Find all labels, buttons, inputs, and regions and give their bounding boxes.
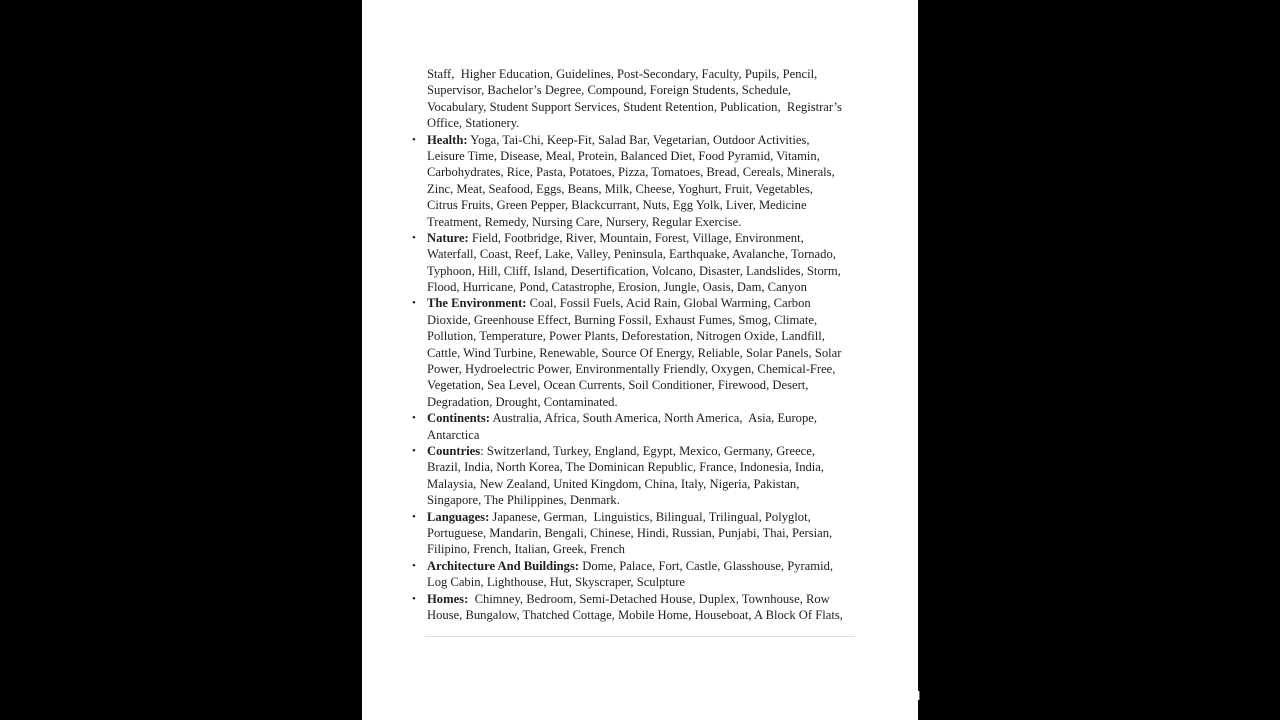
category-words: Filipino, French, Italian, Greek, French: [427, 542, 625, 557]
bullet-icon: •: [412, 412, 416, 425]
list-item: [412, 509, 867, 558]
category-words: Flood, Hurricane, Pond, Catastrophe, Erosion, Jungle, Oasis, Dam, Canyon: [427, 280, 807, 295]
text-line: [427, 427, 867, 443]
text-line: [427, 263, 867, 279]
category-words: Vocabulary, Student Support Services, Student Retention, Publication, Registrar’s: [427, 99, 842, 114]
category-words: Treatment, Remedy, Nursing Care, Nursery, Regular Exercise.: [427, 214, 742, 229]
text-line: [412, 509, 867, 525]
vocabulary-list: [412, 66, 867, 623]
document-page: [362, 0, 921, 720]
category-words: Chimney, Bedroom, Semi-Detached House, Duplex, Townhouse, Row: [468, 591, 830, 606]
list-item: [412, 443, 867, 509]
text-line: [427, 279, 867, 295]
text-line: [427, 492, 867, 508]
list-item: [412, 410, 867, 443]
text-line: [427, 607, 867, 623]
text-line: [412, 558, 867, 574]
text-line: [427, 246, 867, 262]
category-words: Yoga, Tai-Chi, Keep-Fit, Salad Bar, Vegetarian, Outdoor Activities,: [467, 132, 810, 147]
bullet-icon: •: [412, 133, 416, 146]
text-line: [427, 181, 867, 197]
category-words: Supervisor, Bachelor’s Degree, Compound, Foreign Students, Schedule,: [427, 83, 792, 98]
text-line: [412, 591, 867, 607]
category-words: Cattle, Wind Turbine, Renewable, Source Of Energy, Reliable, Solar Panels, Solar: [427, 345, 842, 360]
category-words: Japanese, German, Linguistics, Bilingual, Trilingual, Polyglot,: [489, 509, 811, 524]
category-label: Nature:: [427, 230, 469, 245]
category-words: Office, Stationery.: [427, 116, 520, 131]
bullet-icon: •: [412, 559, 416, 572]
text-line: [427, 525, 867, 541]
text-line: [427, 82, 867, 98]
category-words: : Switzerland, Turkey, England, Egypt, Mexico, Germany, Greece,: [480, 443, 816, 458]
bullet-icon: •: [412, 297, 416, 310]
text-line: [427, 394, 867, 410]
category-words: Carbohydrates, Rice, Pasta, Potatoes, Pizza, Tomatoes, Bread, Cereals, Minerals,: [427, 165, 835, 180]
divider: [425, 636, 855, 637]
category-words: Zinc, Meat, Seafood, Eggs, Beans, Milk, Cheese, Yoghurt, Fruit, Vegetables,: [427, 181, 813, 196]
category-words: Dome, Palace, Fort, Castle, Glasshouse, Pyramid,: [579, 558, 834, 573]
category-words: Antarctica: [427, 427, 480, 442]
list-item: [412, 591, 867, 624]
category-label: Languages:: [427, 509, 490, 524]
text-line: [427, 541, 867, 557]
category-words: Degradation, Drought, Contaminated.: [427, 394, 618, 409]
list-item: [427, 66, 867, 132]
category-words: Power, Hydroelectric Power, Environmentally Friendly, Oxygen, Chemical-Free,: [427, 362, 836, 377]
text-line: [427, 328, 867, 344]
category-words: Singapore, The Philippines, Denmark.: [427, 493, 620, 508]
text-line: [427, 99, 867, 115]
category-words: Malaysia, New Zealand, United Kingdom, China, Italy, Nigeria, Pakistan,: [427, 476, 800, 491]
text-line: [427, 214, 867, 230]
text-line: [427, 345, 867, 361]
text-line: [427, 164, 867, 180]
text-line: [427, 312, 867, 328]
category-words: Australia, Africa, South America, North America, Asia, Europe,: [489, 411, 817, 426]
text-line: [427, 377, 867, 393]
list-item: [412, 295, 867, 410]
text-line: [412, 443, 867, 459]
category-label: Homes:: [427, 591, 469, 606]
text-line: [427, 361, 867, 377]
bullet-icon: •: [412, 510, 416, 523]
category-words: Staff, Higher Education, Guidelines, Post-Secondary, Faculty, Pupils, Pencil,: [427, 67, 818, 81]
text-line: [427, 197, 867, 213]
text-line: [412, 132, 867, 148]
bullet-icon: •: [412, 592, 416, 605]
category-words: Dioxide, Greenhouse Effect, Burning Fossil, Exhaust Fumes, Smog, Climate,: [427, 312, 818, 327]
text-line: [412, 295, 867, 311]
text-line: [427, 115, 867, 131]
bullet-icon: •: [412, 444, 416, 457]
text-line: [427, 574, 867, 590]
channel-watermark: IELTS with JESAN: [818, 688, 921, 703]
category-words: Pollution, Temperature, Power Plants, Deforestation, Nitrogen Oxide, Landfill,: [427, 329, 825, 344]
text-line: [427, 459, 867, 475]
category-label: The Environment:: [427, 296, 527, 311]
list-item: [412, 132, 867, 230]
list-item: [412, 558, 867, 591]
category-label: Architecture And Buildings:: [427, 558, 580, 573]
list-item: [412, 230, 867, 296]
category-words: Brazil, India, North Korea, The Dominican Republic, France, Indonesia, India,: [427, 460, 825, 475]
text-line: [427, 476, 867, 492]
category-words: Vegetation, Sea Level, Ocean Currents, Soil Conditioner, Firewood, Desert,: [427, 378, 809, 393]
category-words: Leisure Time, Disease, Meal, Protein, Balanced Diet, Food Pyramid, Vitamin,: [427, 148, 820, 163]
category-label: Countries: [427, 443, 481, 458]
category-words: House, Bungalow, Thatched Cottage, Mobile Home, Houseboat, A Block Of Flats,: [427, 607, 843, 622]
category-words: Field, Footbridge, River, Mountain, Forest, Village, Environment,: [468, 230, 804, 245]
category-words: Log Cabin, Lighthouse, Hut, Skyscraper, Sculpture: [427, 575, 685, 590]
category-words: Portuguese, Mandarin, Bengali, Chinese, Hindi, Russian, Punjabi, Thai, Persian,: [427, 525, 833, 540]
bullet-icon: •: [412, 231, 416, 244]
text-line: [427, 66, 867, 82]
category-label: Continents:: [427, 411, 490, 426]
text-line: [427, 148, 867, 164]
category-words: Typhoon, Hill, Cliff, Island, Desertification, Volcano, Disaster, Landslides, Storm,: [427, 263, 841, 278]
category-words: Coal, Fossil Fuels, Acid Rain, Global Warming, Carbon: [526, 296, 811, 311]
category-label: Health:: [427, 132, 468, 147]
category-words: Waterfall, Coast, Reef, Lake, Valley, Peninsula, Earthquake, Avalanche, Tornado,: [427, 247, 836, 262]
text-line: [412, 230, 867, 246]
category-words: Citrus Fruits, Green Pepper, Blackcurrant, Nuts, Egg Yolk, Liver, Medicine: [427, 198, 807, 213]
text-line: [412, 410, 867, 426]
